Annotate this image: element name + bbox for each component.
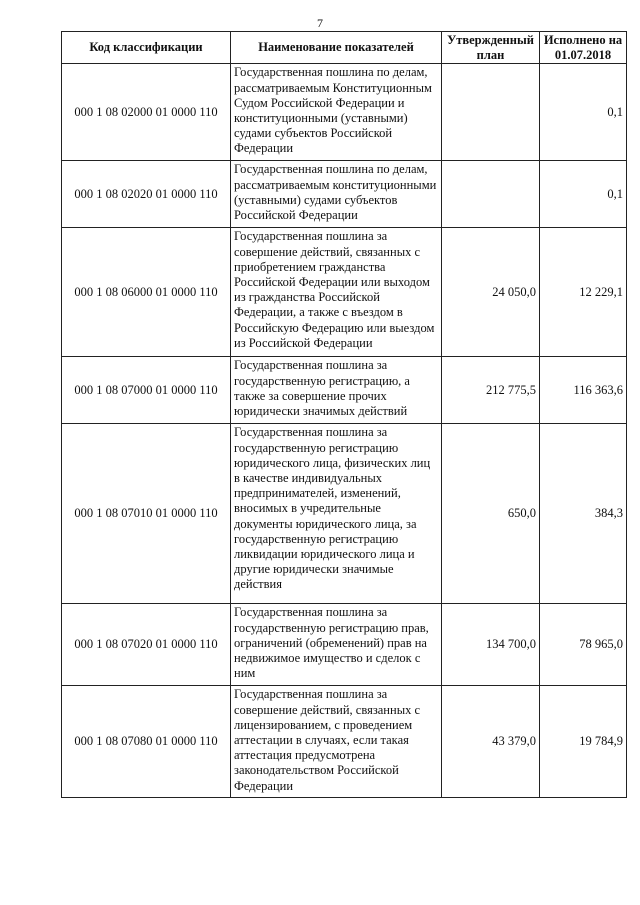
table-row (62, 161, 627, 228)
executed-cell: 0,1 (540, 161, 627, 228)
plan-cell (442, 64, 540, 161)
code-cell: 000 1 08 02000 01 0000 110 (62, 64, 231, 161)
executed-cell: 0,1 (540, 64, 627, 161)
code-cell: 000 1 08 07010 01 0000 110 (62, 424, 231, 604)
header-executed: Исполнено на 01.07.2018 (540, 32, 627, 64)
code-cell: 000 1 08 02020 01 0000 110 (62, 161, 231, 228)
table-row (62, 424, 627, 604)
header-plan: Утвержденный план (442, 32, 540, 64)
name-cell: Государственная пошлина за государственную регистрацию, а также за совершение прочих юридически значимых действий (231, 357, 442, 424)
code-cell: 000 1 08 06000 01 0000 110 (62, 228, 231, 357)
code-cell: 000 1 08 07020 01 0000 110 (62, 604, 231, 686)
name-cell: Государственная пошлина за совершение действий, связанных с лицензированием, с проведением аттестации в случаях, если такая аттестация предусмотрена законодательством Российской Федерации (231, 686, 442, 798)
budget-table (61, 31, 627, 798)
plan-cell: 650,0 (442, 424, 540, 604)
executed-cell: 78 965,0 (540, 604, 627, 686)
plan-cell (442, 161, 540, 228)
name-cell: Государственная пошлина за государственную регистрацию юридического лица, физических лиц в качестве индивидуальных предпринимателей, изменений, вносимых в учредительные документы юридического лица, за государственную регистрацию ликвидации юридического лица и другие юридически значимые действия (231, 424, 442, 604)
name-cell: Государственная пошлина за государственную регистрацию прав, ограничений (обременений) прав на недвижимое имущество и сделок с ним (231, 604, 442, 686)
name-cell: Государственная пошлина по делам, рассматриваемым Конституционным Судом Российской Федерации и конституционными (уставными) судами субъектов Российской Федерации (231, 64, 442, 161)
page-number: 7 (317, 16, 323, 30)
table-row (62, 604, 627, 686)
plan-cell: 43 379,0 (442, 686, 540, 798)
plan-cell: 212 775,5 (442, 357, 540, 424)
plan-cell: 134 700,0 (442, 604, 540, 686)
code-cell: 000 1 08 07080 01 0000 110 (62, 686, 231, 798)
plan-cell: 24 050,0 (442, 228, 540, 357)
table-row (62, 357, 627, 424)
header-row (62, 32, 627, 64)
executed-cell: 116 363,6 (540, 357, 627, 424)
table-row (62, 686, 627, 798)
table-row (62, 64, 627, 161)
executed-cell: 12 229,1 (540, 228, 627, 357)
executed-cell: 19 784,9 (540, 686, 627, 798)
header-code: Код классификации (62, 32, 231, 64)
name-cell: Государственная пошлина по делам, рассматриваемым конституционными (уставными) судами субъектов Российской Федерации (231, 161, 442, 228)
executed-cell: 384,3 (540, 424, 627, 604)
code-cell: 000 1 08 07000 01 0000 110 (62, 357, 231, 424)
name-cell: Государственная пошлина за совершение действий, связанных с приобретением гражданства Российской Федерации или выходом из гражданства Российской Федерации, а также с въездом в Российскую Федерацию или выездом из Российской Федерации (231, 228, 442, 357)
table-row (62, 228, 627, 357)
header-name: Наименование показателей (231, 32, 442, 64)
